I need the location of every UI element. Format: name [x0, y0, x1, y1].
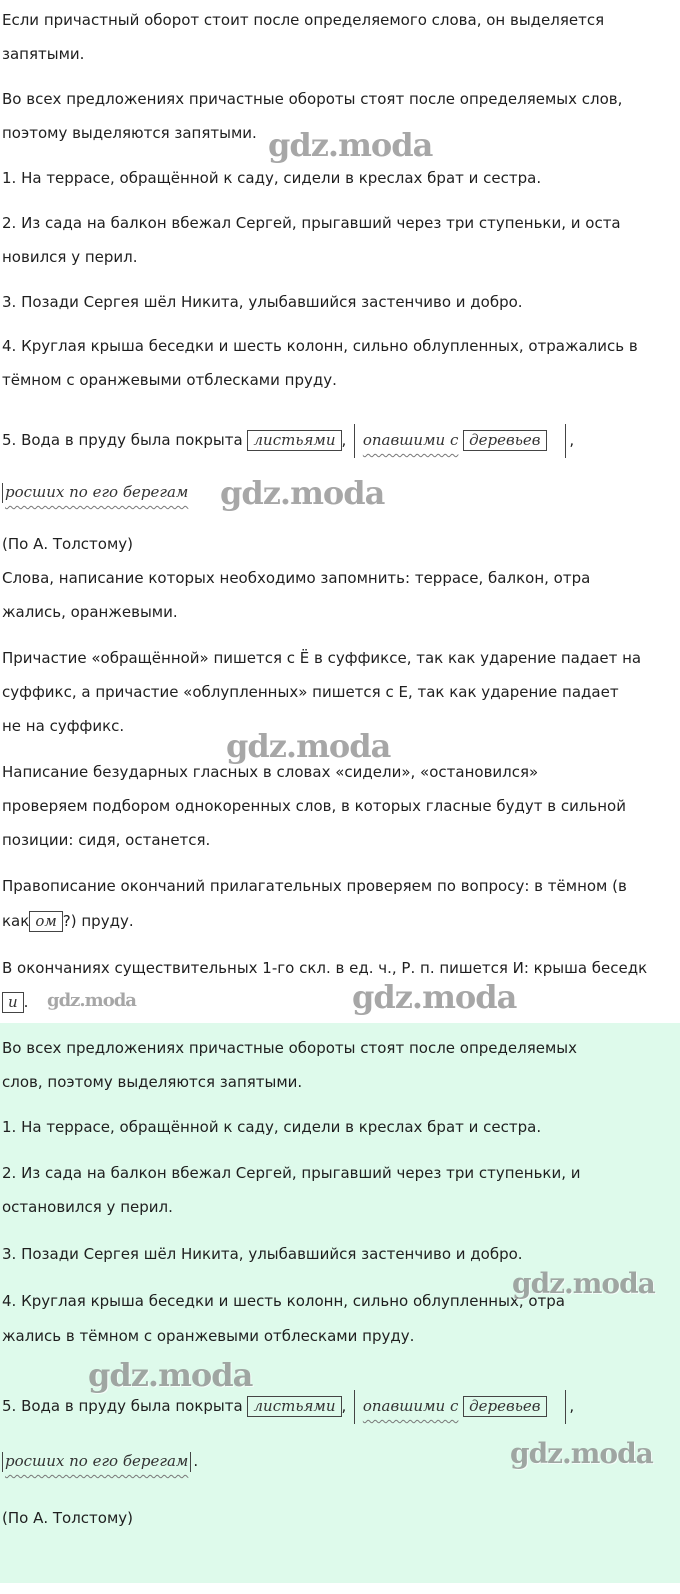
answer-sentence-2-line-1: 2. Из сада на балкон вбежал Сергей, прыгавший через три ступеньки, и	[2, 1164, 581, 1182]
noun-rule-line-2: и .	[2, 984, 28, 1021]
answer-box-listyami: листьями	[247, 1396, 341, 1417]
watermark-logo: gdz.moda	[220, 474, 385, 512]
answer-sentence-4-line-1: 4. Круглая крыша беседки и шесть колонн, сильно облупленных, отра	[2, 1292, 565, 1310]
answer-sentence-5-participle: опавшими с	[362, 1397, 459, 1415]
sentence-5-line-1: 5. Вода в пруду была покрыта листьями , опавшими с деревьев ,	[2, 422, 574, 459]
adjective-rule-line-2: как ом ?) пруду.	[2, 912, 134, 930]
sentence-2-line-2: новился у перил.	[2, 248, 138, 266]
sentence-4-line-1: 4. Круглая крыша беседки и шесть колонн, сильно облупленных, отражались в	[2, 337, 638, 355]
answer-para-line-1: Во всех предложениях причастные обороты стоят после определяемых	[2, 1039, 577, 1057]
watermark-logo: gdz.moda	[352, 978, 517, 1016]
watermark-logo: gdz.moda	[268, 126, 433, 164]
watermark-logo: gdz.moda	[47, 990, 136, 1011]
sentence-2-line-1: 2. Из сада на балкон вбежал Сергей, прыгавший через три ступеньки, и оста	[2, 214, 621, 232]
sentence-5-prefix: 5. Вода в пруду была покрыта	[2, 431, 243, 449]
answer-sentence-5-line-2: росших по его берегам .	[2, 1443, 198, 1480]
participle-rule-line-3: не на суффикс.	[2, 717, 125, 735]
box-listyami: листьями	[247, 430, 341, 451]
participle-bracket-right	[565, 424, 566, 458]
answer-sentence-3: 3. Позади Сергея шёл Никита, улыбавшийся застенчиво и добро.	[2, 1245, 523, 1263]
intro-line-2: запятыми.	[2, 45, 85, 63]
participle-bracket-left	[354, 424, 355, 458]
unstressed-rule-line-3: позиции: сидя, останется.	[2, 831, 211, 849]
sentence-4-line-2: тёмном с оранжевыми отблесками пруду.	[2, 371, 337, 389]
box-om: ом	[29, 911, 62, 932]
adjective-rule-line-1: Правописание окончаний прилагательных проверяем по вопросу: в тёмном (в	[2, 877, 627, 895]
watermark-logo: gdz.moda	[512, 1267, 655, 1300]
memo-line-2: жались, оранжевыми.	[2, 603, 178, 621]
answer-para-line-2: слов, поэтому выделяются запятыми.	[2, 1073, 303, 1091]
sentence-5-line-2	[2, 474, 188, 511]
unstressed-rule-line-1: Написание безударных гласных в словах «сидели», «остановился»	[2, 763, 539, 781]
box-derevyev: деревьев	[463, 430, 546, 451]
source-line: (По А. Толстому)	[2, 535, 134, 553]
memo-line-1: Слова, написание которых необходимо запомнить: террасе, балкон, отра	[2, 569, 591, 587]
sentence-5-participle-cont: росших по его берегам	[5, 483, 189, 501]
sentence-3: 3. Позади Сергея шёл Никита, улыбавшийся застенчиво и добро.	[2, 293, 523, 311]
para1-line-1: Во всех предложениях причастные обороты стоят после определяемых слов,	[2, 90, 623, 108]
box-i: и	[2, 992, 24, 1013]
answer-sentence-5-line-1: 5. Вода в пруду была покрыта листьями , опавшими с деревьев ,	[2, 1388, 574, 1425]
answer-sentence-4-line-2: жались в тёмном с оранжевыми отблесками пруду.	[2, 1327, 415, 1345]
watermark-logo: gdz.moda	[226, 727, 391, 765]
answer-source-line: (По А. Толстому)	[2, 1509, 134, 1527]
para1-line-2: поэтому выделяются запятыми.	[2, 124, 257, 142]
sentence-5-participle: опавшими с	[362, 431, 459, 449]
answer-sentence-2-line-2: остановился у перил.	[2, 1198, 173, 1216]
participle-rule-line-2: суффикс, а причастие «облупленных» пишется с Е, так как ударение падает	[2, 683, 619, 701]
answer-sentence-5-participle-cont: росших по его берегам	[5, 1452, 189, 1470]
watermark-logo: gdz.moda	[88, 1356, 253, 1394]
answer-sentence-5-prefix: 5. Вода в пруду была покрыта	[2, 1397, 243, 1415]
unstressed-rule-line-2: проверяем подбором однокоренных слов, в которых гласные будут в сильной	[2, 797, 626, 815]
participle-rule-line-1: Причастие «обращённой» пишется с Ё в суффиксе, так как ударение падает на	[2, 649, 642, 667]
answer-box-derevyev: деревьев	[463, 1396, 546, 1417]
watermark-logo: gdz.moda	[510, 1437, 653, 1470]
sentence-1: 1. На террасе, обращённой к саду, сидели в креслах брат и сестра.	[2, 169, 542, 187]
intro-line-1: Если причастный оборот стоит после определяемого слова, он выделяется	[2, 11, 605, 29]
noun-rule-line-1: В окончаниях существительных 1-го скл. в ед. ч., Р. п. пишется И: крыша беседк	[2, 959, 648, 977]
answer-sentence-1: 1. На террасе, обращённой к саду, сидели в креслах брат и сестра.	[2, 1118, 542, 1136]
